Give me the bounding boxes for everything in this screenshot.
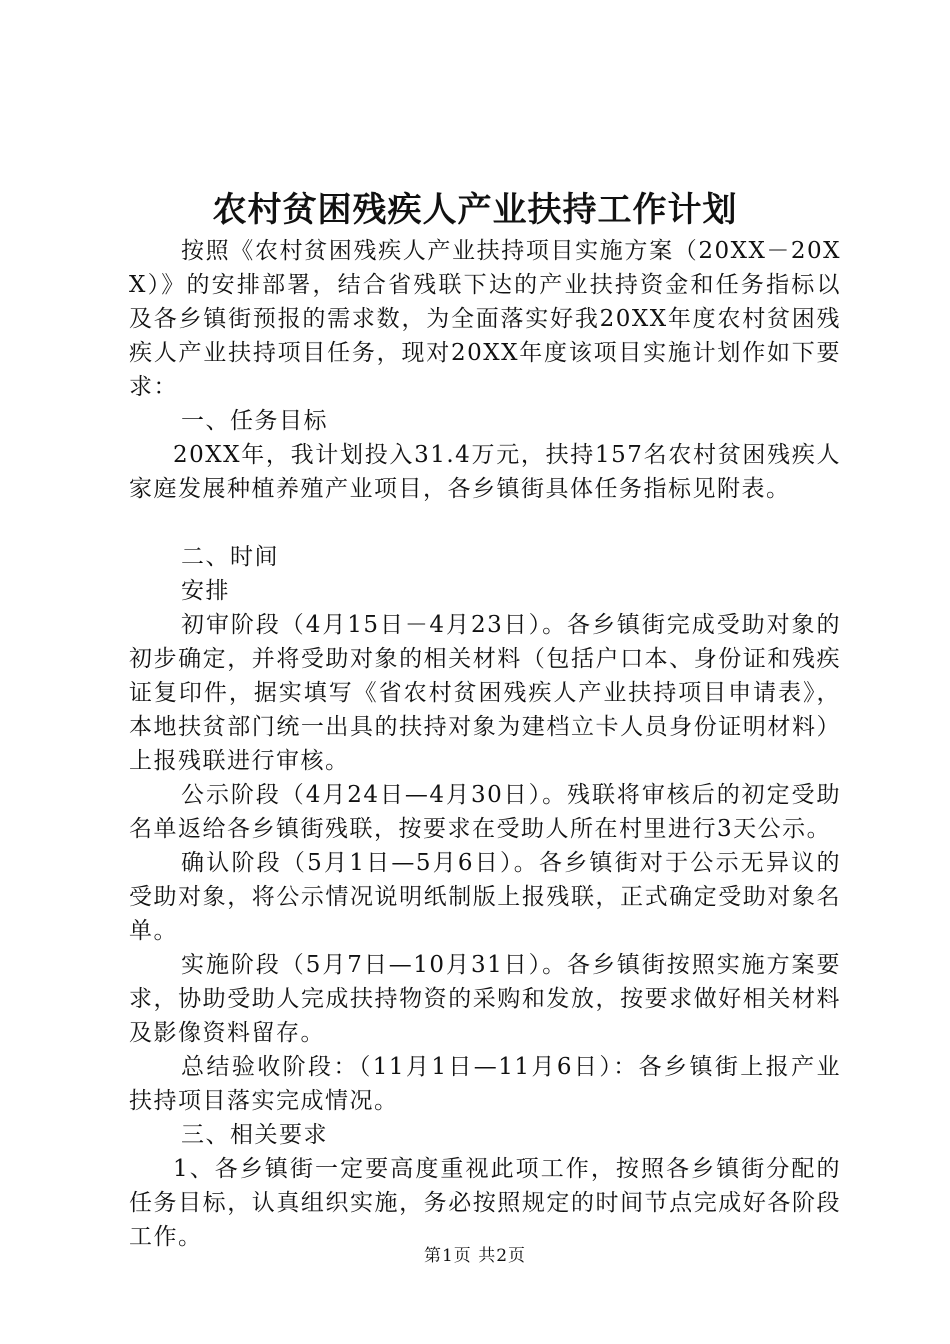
task-goal-paragraph: 20XX年，我计划投入31.4万元，扶持157名农村贫困残疾人家庭发展种植养殖产业项目，各乡镇街具体任务指标见附表。 bbox=[129, 442, 841, 502]
phase-initial-review: 初审阶段（4月15日－4月23日）。各乡镇街完成受助对象的初步确定，并将受助对象的相关材料（包括户口本、身份证和残疾证复印件，据实填写《省农村贫困残疾人产业扶持项目申请表》，本地扶贫部门统一出具的扶持对象为建档立卡人员身份证明材料）上报残联进行审核。 bbox=[129, 612, 841, 774]
phase-summary-acceptance: 总结验收阶段：（11月1日—11月6日）：各乡镇街上报产业扶持项目落实完成情况。 bbox=[129, 1054, 841, 1114]
blank-line bbox=[129, 506, 841, 540]
intro-paragraph: 按照《农村贫困残疾人产业扶持项目实施方案（20XX－20XX）》的安排部署，结合省残联下达的产业扶持资金和任务指标以及各乡镇街预报的需求数，为全面落实好我20XX年度农村贫困残疾人产业扶持项目任务，现对20XX年度该项目实施计划作如下要求： bbox=[129, 238, 841, 400]
page-footer: 第1页 共2页 bbox=[423, 1246, 527, 1266]
section-heading-task-goal: 一、任务目标 bbox=[181, 408, 328, 434]
phase-confirmation: 确认阶段（5月1日—5月6日）。各乡镇街对于公示无异议的受助对象，将公示情况说明纸制版上报残联，正式确定受助对象名单。 bbox=[129, 850, 841, 944]
section-heading-time: 二、时间 bbox=[181, 544, 279, 570]
document-body bbox=[129, 234, 841, 1254]
requirement-item-1: 1、各乡镇街一定要高度重视此项工作，按照各乡镇街分配的任务目标，认真组织实施，务必按照规定的时间节点完成好各阶段工作。 bbox=[129, 1156, 841, 1250]
section-subheading-arrangement: 安排 bbox=[181, 578, 230, 604]
phase-implementation: 实施阶段（5月7日—10月31日）。各乡镇街按照实施方案要求，协助受助人完成扶持物资的采购和发放，按要求做好相关材料及影像资料留存。 bbox=[129, 952, 841, 1046]
document-title: 农村贫困残疾人产业扶持工作计划 bbox=[212, 190, 738, 230]
section-heading-requirements: 三、相关要求 bbox=[181, 1122, 328, 1148]
phase-publicity: 公示阶段（4月24日—4月30日）。残联将审核后的初定受助名单返给各乡镇街残联，按要求在受助人所在村里进行3天公示。 bbox=[129, 782, 841, 842]
